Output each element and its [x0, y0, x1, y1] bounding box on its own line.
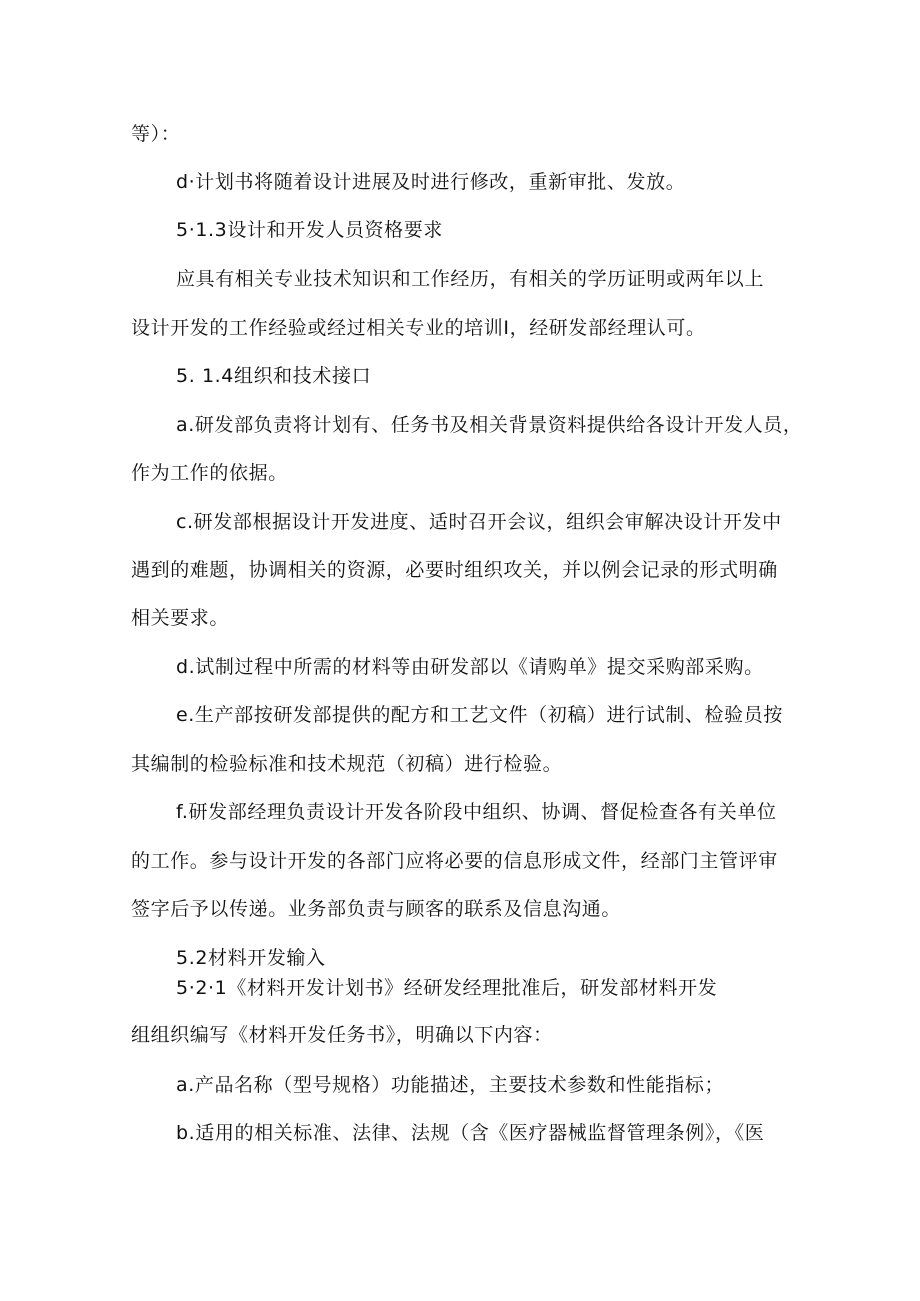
text-line: e.生产部按研发部提供的配方和工艺文件（初稿）进行试制、检验员按	[176, 704, 783, 726]
text-line: 遇到的难题，协调相关的资源，必要时组织攻关，并以例会记录的形式明确	[131, 559, 778, 581]
text-line: c.研发部根据设计开发进度、适时召开会议，组织会审解决设计开发中	[176, 511, 782, 533]
section-heading: 5.2材料开发输入	[176, 947, 326, 969]
text-line: a.产品名称（型号规格）功能描述，主要技术参数和性能指标；	[176, 1074, 725, 1096]
text-line: a.研发部负责将计划有、任务书及相关背景资料提供给各设计开发人员，	[176, 414, 803, 436]
text-line: d.试制过程中所需的材料等由研发部以《请购单》提交采购部采购。	[176, 656, 764, 678]
text-line: 5·2·1《材料开发计划书》经研发经理批准后，研发部材料开发	[176, 977, 718, 999]
text-line: 的工作。参与设计开发的各部门应将必要的信息形成文件，经部门主管评审	[131, 850, 778, 872]
text-line: 作为工作的依据。	[131, 462, 288, 484]
section-heading: 5·1.3设计和开发人员资格要求	[176, 219, 443, 241]
text-line: 组组织编写《材料开发任务书》，明确以下内容：	[131, 1024, 553, 1046]
section-heading: 5. 1.4组织和技术接口	[176, 365, 372, 387]
text-line: 其编制的检验标准和技术规范（初稿）进行检验。	[131, 753, 563, 775]
text-line: 设计开发的工作经验或经过相关专业的培训I，经研发部经理认可。	[131, 317, 706, 339]
text-line: 等）：	[131, 123, 181, 145]
text-line: f.研发部经理负责设计开发各阶段中组织、协调、督促检查各有关单位	[176, 801, 777, 823]
text-line: 应具有相关专业技术知识和工作经历，有相关的学历证明或两年以上	[176, 268, 765, 290]
text-line: 相关要求。	[131, 607, 230, 629]
text-line: d·计划书将随着设计进展及时进行修改，重新审批、发放。	[176, 171, 686, 193]
text-line: 签字后予以传递。业务部负责与顾客的联系及信息沟通。	[131, 898, 622, 920]
text-line: b.适用的相关标准、法律、法规（含《医疗器械监督管理条例》，《医	[176, 1122, 765, 1144]
